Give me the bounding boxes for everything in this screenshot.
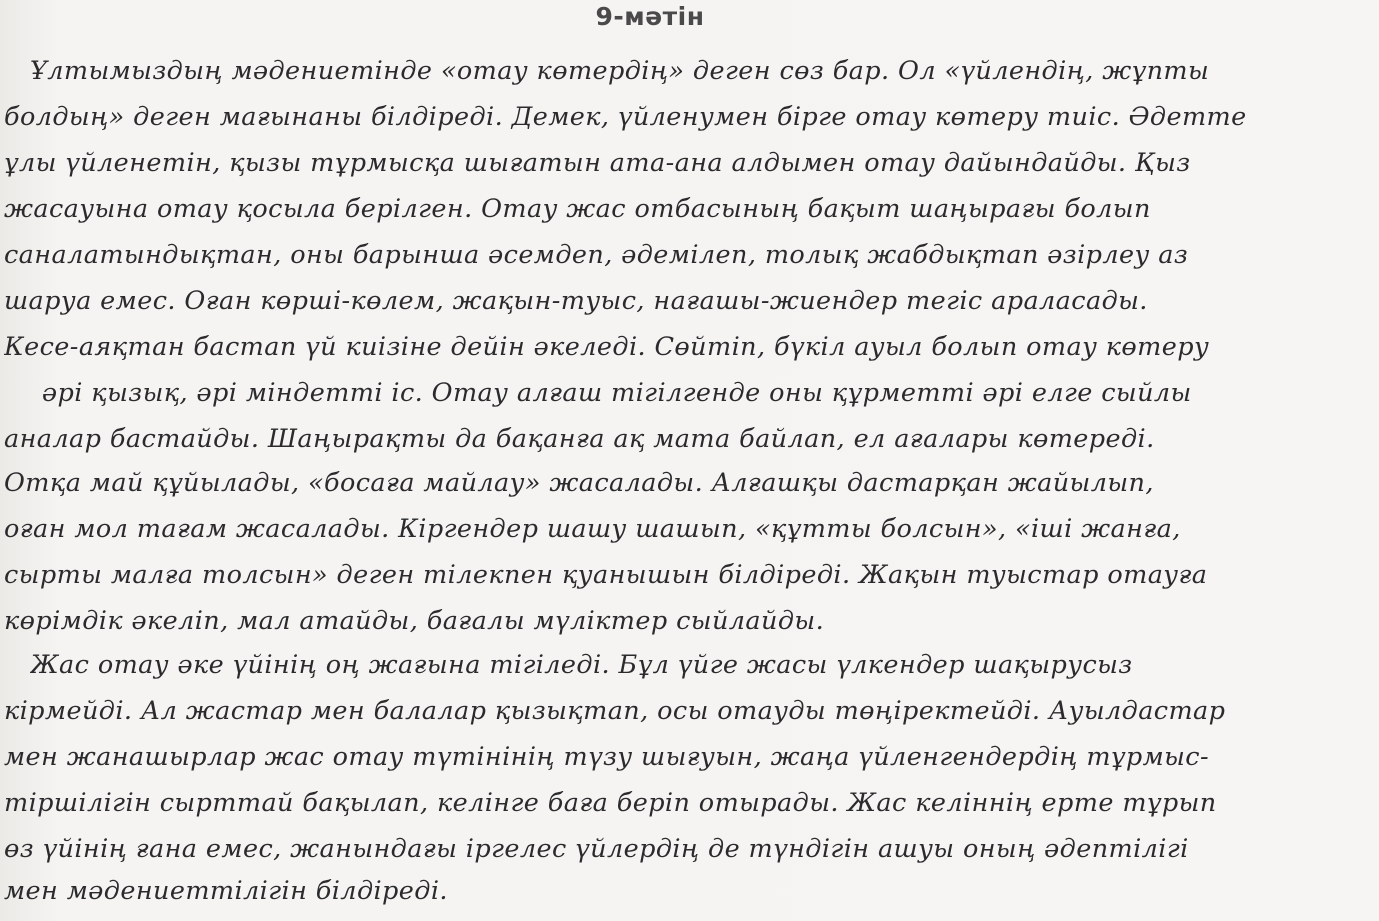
text-line: тіршілігін сырттай бақылап, келінге баға беріп отырады. Жас келіннің ерте тұрып	[4, 788, 1217, 818]
text-line: жасауына отау қосыла берілген. Отау жас отбасының бақыт шаңырағы болып	[4, 194, 1151, 224]
text-line: көрімдік әкеліп, мал атайды, бағалы мүліктер сыйлайды.	[4, 606, 825, 636]
text-line: Жас отау әке үйінің оң жағына тігіледі. Бұл үйге жасы үлкендер шақырусыз	[30, 650, 1133, 680]
text-line: Кесе-аяқтан бастап үй киізіне дейін әкеледі. Сөйтіп, бүкіл ауыл болып отау көтеру	[4, 332, 1210, 362]
text-line: саналатындықтан, оны барынша әсемдеп, әдемілеп, толық жабдықтап әзірлеу аз	[4, 240, 1189, 270]
text-line: ұлы үйленетін, қызы тұрмысқа шығатын ата-ана алдымен отау дайындайды. Қыз	[4, 148, 1191, 178]
text-line: кірмейді. Ал жастар мен балалар қызықтап, осы отауды төңіректейді. Ауылдастар	[4, 696, 1226, 726]
text-line: өз үйінің ғана емес, жанындағы іргелес үйлердің де түндігін ашуы оның әдептілігі	[4, 834, 1189, 864]
text-line: Отқа май құйылады, «босаға майлау» жасалады. Алғашқы дастарқан жайылып,	[4, 468, 1154, 498]
text-line: сырты малға толсын» деген тілекпен қуанышын білдіреді. Жақын туыстар отауға	[4, 560, 1208, 590]
page-title: 9-мәтін	[595, 2, 705, 31]
text-line: Ұлтымыздың мәдениетінде «отау көтердің» деген сөз бар. Ол «үйлендің, жұпты	[30, 56, 1210, 86]
text-line: мен мәдениеттілігін білдіреді.	[4, 876, 448, 906]
text-line: әрі қызық, әрі міндетті іс. Отау алғаш тігілгенде оны құрметті әрі елге сыйлы	[42, 378, 1192, 408]
text-line: болдың» деген мағынаны білдіреді. Демек, үйленумен бірге отау көтеру тиіс. Әдетте	[4, 102, 1247, 132]
text-line: мен жанашырлар жас отау түтінінің түзу шығуын, жаңа үйленгендердің тұрмыс-	[4, 742, 1209, 772]
text-line: оған мол тағам жасалады. Кіргендер шашу шашып, «құтты болсын», «іші жанға,	[4, 514, 1181, 544]
text-line: шаруа емес. Оған көрші-көлем, жақын-туыс, нағашы-жиендер тегіс араласады.	[4, 286, 1148, 316]
text-line: аналар бастайды. Шаңырақты да бақанға ақ мата байлап, ел ағалары көтереді.	[4, 424, 1155, 454]
